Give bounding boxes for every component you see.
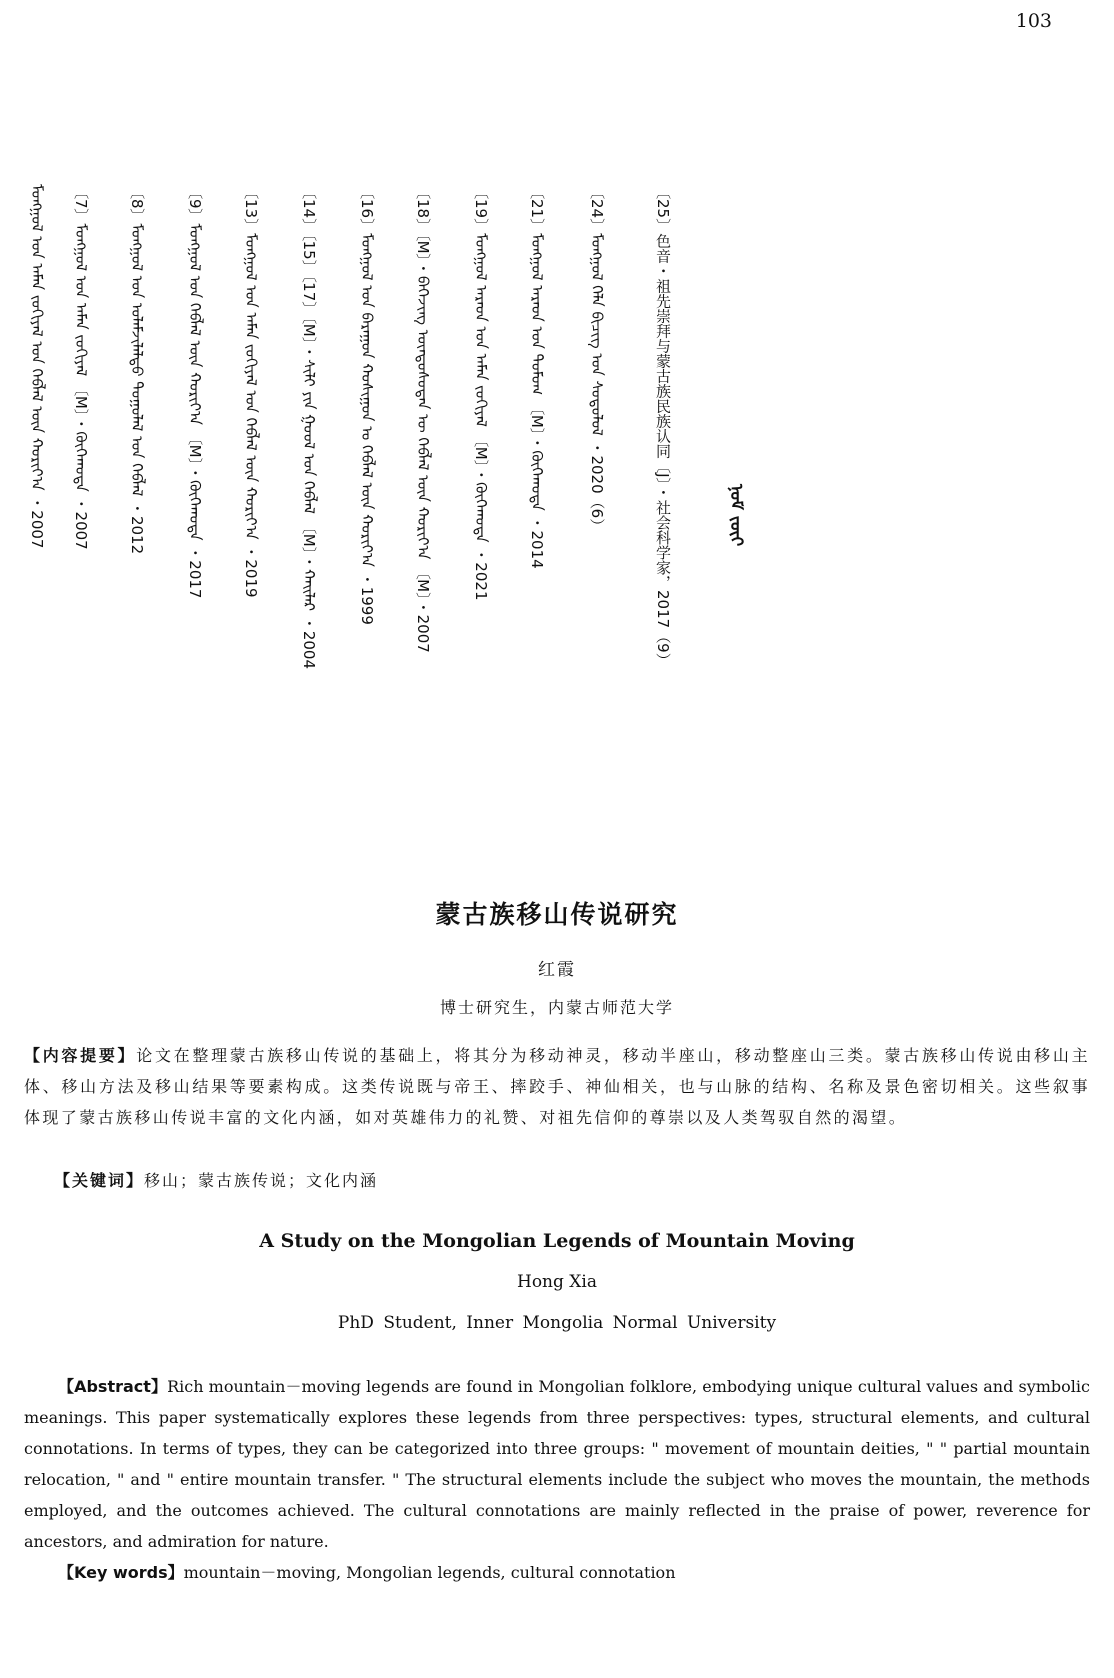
references-title: ᠨᠣᠮ ᠵᠦᠢ: [726, 484, 746, 547]
english-abstract-label: 【Abstract】: [58, 1377, 168, 1396]
reference-item: 〔8〕ᠮᠣᠩᠭᠣᠯ ᠤᠨ ᠤᠯᠠᠮᠵᠢᠯᠠᠯᠲᠤ ᠳᠤᠭᠤᠯᠠᠯ ᠤᠨ ᠬᠡᠪᠯᠡᠯ ・2012: [128, 184, 146, 555]
chinese-keywords-text: 移山；蒙古族传说；文化内涵: [144, 1171, 379, 1190]
english-keywords-label: 【Key words】: [58, 1563, 184, 1582]
references-block: [26, 72, 746, 862]
reference-item: 〔21〕ᠮᠣᠩᠭᠣᠯ ᠠᠷᠠᠳ ᠤᠨ ᠳᠤᠮᠤᠭ 〔M〕・ᠬᠥᠬᠡᠬᠣᠲᠠ ・2014: [528, 184, 546, 569]
english-abstract: [24, 1371, 1090, 1557]
page-number: 103: [1015, 10, 1052, 32]
reference-item: 〔9〕ᠮᠣᠩᠭᠣᠯ ᠤᠨ ᠬᠡᠪᠯᠡᠯ ᠦᠨ ᠬᠣᠷᠢᠶ᠎ᠠ 〔M〕・ᠬᠥᠬᠡᠬᠣᠲᠠ ・2017: [186, 184, 204, 599]
english-author: Hong Xia: [517, 1272, 597, 1292]
reference-item: 〔19〕ᠮᠣᠩᠭᠣᠯ ᠠᠷᠠᠳ ᠤᠨ ᠠᠮᠠᠨ ᠵᠣᠬᠢᠶᠠᠯ 〔M〕・ᠬᠥᠬᠡᠬᠣᠲᠠ ・2021: [472, 184, 490, 601]
chinese-abstract: [24, 1040, 1090, 1133]
chinese-keywords-label: 【关键词】: [54, 1171, 145, 1190]
chinese-abstract-label: 【内容提要】: [24, 1046, 137, 1065]
chinese-keywords: [54, 1168, 378, 1191]
reference-item: 〔14〕〔15〕〔17〕〔M〕・ᠰᠢᠯᠢ ᠶᠢᠨ ᠭᠣᠣᠯ ᠤᠨ ᠬᠡᠪᠯᠡᠯ 〔M〕・ᠬᠠᠢᠯᠠᠷ ・2004: [300, 184, 318, 669]
reference-item: ᠮᠣᠩᠭᠣᠯ ᠤᠨ ᠠᠮᠠᠨ ᠵᠣᠬᠢᠶᠠᠯ ᠤᠨ ᠬᠡᠪᠯᠡᠯ ᠦᠨ ᠬᠣᠷᠢᠶ᠎ᠠ ・2007: [28, 184, 46, 549]
reference-item: 〔25〕色音・祖先崇拜与蒙古族民族认同〔J〕・社会科学家，2017（9）: [654, 184, 672, 668]
chinese-abstract-text: 论文在整理蒙古族移山传说的基础上，将其分为移动神灵，移动半座山，移动整座山三类。蒙古族移山传说由移山主体、移山方法及移山结果等要素构成。这类传说既与帝王、摔跤手、神仙相关，也与山脉的结构、名称及景色密切相关。这些叙事体现了蒙古族移山传说丰富的文化内涵，如对英雄伟力的礼赞、对祖先信仰的尊崇以及人类驾驭自然的渴望。: [24, 1046, 1090, 1127]
english-keywords: [58, 1560, 676, 1583]
reference-item: 〔13〕ᠮᠣᠩᠭᠣᠯ ᠤᠨ ᠠᠮᠠᠨ ᠵᠣᠬᠢᠶᠠᠯ ᠤᠨ ᠬᠡᠪᠯᠡᠯ ᠦᠨ ᠬᠣᠷᠢᠶ᠎ᠠ ・2019: [242, 184, 260, 598]
english-abstract-text: Rich mountain－moving legends are found in Mongolian folklore, embodying unique cultural values and symbolic meanings. This paper systematically explores these legends from three perspectives: types, structural elements, and cultural connotations. In terms of types, they can be categorized into three groups: " movement of mountain deities, " " partial mountain relocation, " and " entire mountain transfer. " The structural elements include the subject who moves the mountain, the methods employed, and the outcomes achieved. The cultural connotations are mainly reflected in the praise of power, reverence for ancestors, and admiration for nature.: [24, 1377, 1090, 1551]
reference-item: 〔16〕ᠮᠣᠩᠭᠣᠯ ᠤᠨ ᠪᠠᠷᠠᠭᠤᠨ ᠬᠣᠰᠢᠭᠤᠨ ᠤ ᠬᠡᠪᠯᠡᠯ ᠦᠨ ᠬᠣᠷᠢᠶ᠎ᠠ ・1999: [358, 184, 376, 625]
reference-item: 〔18〕〔M〕・ᠪᠡᠭᠡᠵᠢᠩ ᠦᠨᠳᠦᠰᠦᠲᠡᠨ ᠦ ᠬᠡᠪᠯᠡᠯ ᠦᠨ ᠬᠣᠷᠢᠶ᠎ᠠ 〔M〕・2007: [414, 184, 432, 653]
chinese-title: 蒙古族移山传说研究: [435, 900, 679, 929]
chinese-author: 红霞: [538, 960, 576, 980]
reference-item: 〔7〕ᠮᠣᠩᠭᠣᠯ ᠤᠨ ᠠᠮᠠᠨ ᠵᠣᠬᠢᠶᠠᠯ 〔M〕・ᠬᠥᠬᠡᠬᠣᠲᠠ ・2007: [72, 184, 90, 550]
english-affiliation: PhD Student, Inner Mongolia Normal University: [337, 1313, 777, 1333]
english-keywords-text: mountain－moving, Mongolian legends, cultural connotation: [183, 1563, 676, 1582]
chinese-affiliation: 博士研究生，内蒙古师范大学: [439, 998, 674, 1017]
english-title: A Study on the Mongolian Legends of Mountain Moving: [259, 1230, 855, 1252]
reference-item: 〔24〕ᠮᠣᠩᠭᠣᠯ ᠬᠡᠯᠡ ᠪᠢᠴᠢᠭ ᠤᠨ ᠰᠤᠳᠤᠯᠤᠯ ・2020（6）: [588, 184, 606, 534]
